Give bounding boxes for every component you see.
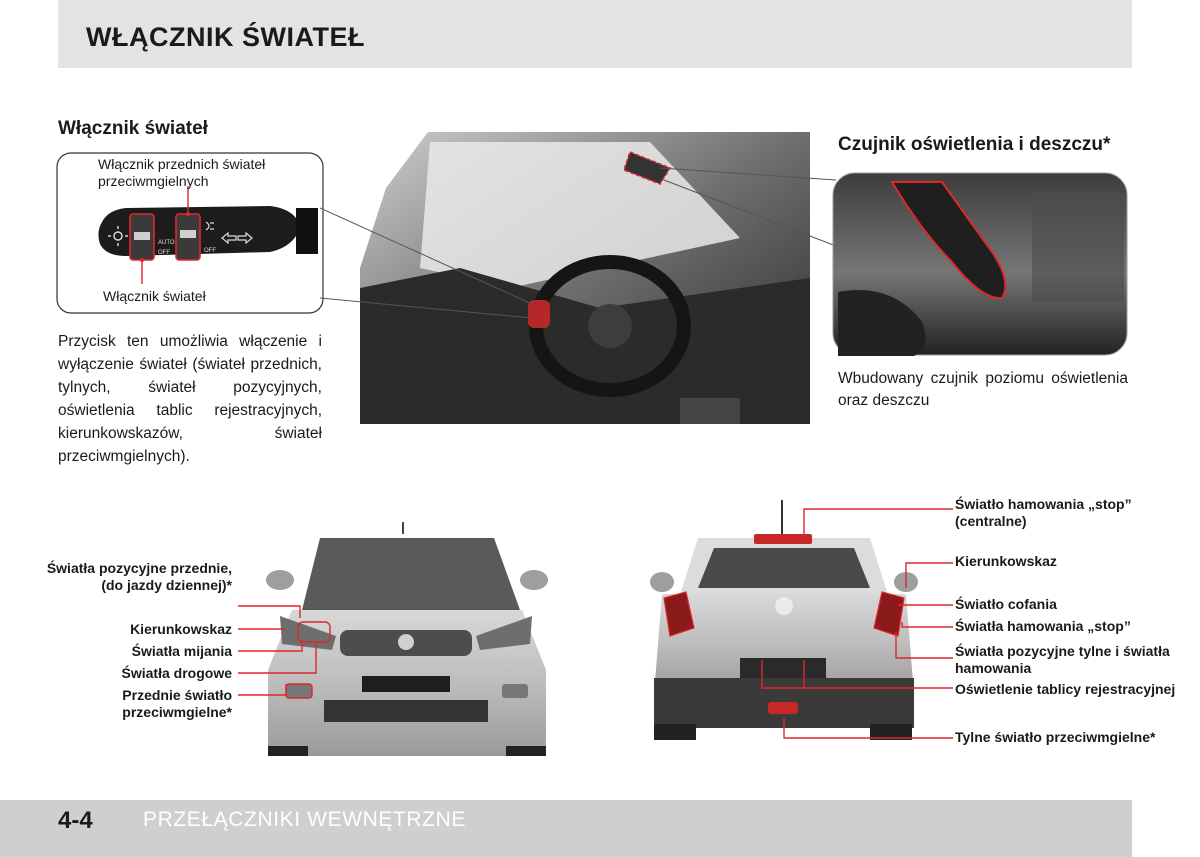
- switch-description: Przycisk ten umożliwia włączenie i wyłączenie świateł (świateł przednich, tylnych, świateł pozycyjnych, oświetlenia tablic rejestracyjnych, kierunkowskazów, świateł przeciwmgielnych).: [58, 333, 322, 465]
- sensor-section-title: Czujnik oświetlenia i deszczu*: [838, 134, 1111, 155]
- chapter-title: PRZEŁĄCZNIKI WEWNĘTRZNE: [143, 808, 466, 831]
- lever-label-off-fog: OFF: [204, 248, 216, 254]
- sensor-caption: Wbudowany czujnik poziomu oświetlenia oraz deszczu: [838, 370, 1128, 409]
- label-rear-fog-light: Tylne światło przeciwmgielne*: [955, 729, 1156, 745]
- label-plate-light: Oświetlenie tablicy rejestracyjnej: [955, 681, 1176, 697]
- label-low-beam: Światła mijania: [131, 643, 232, 659]
- label-front-position-lights: Światła pozycyjne przednie, (do jazdy dziennej)*: [46, 560, 232, 593]
- light-switch-callout: Włącznik świateł: [103, 288, 206, 304]
- label-rear-turn-signal: Kierunkowskaz: [955, 553, 1057, 569]
- label-reverse-light: Światło cofania: [955, 596, 1057, 612]
- page-number: 4-4: [58, 807, 93, 834]
- label-front-fog-light: Przednie światło przeciwmgielne*: [122, 687, 232, 720]
- interior-photo: [320, 128, 840, 428]
- label-center-brake-light: Światło hamowania „stop” (centralne): [955, 496, 1132, 529]
- rain-sensor-photo: [832, 172, 1128, 356]
- switch-section-title: Włącznik świateł: [58, 118, 208, 139]
- label-rear-position-lights: Światła pozycyjne tylne i światła hamowania: [955, 643, 1170, 676]
- page-title: WŁĄCZNIK ŚWIATEŁ: [86, 22, 365, 52]
- label-high-beam: Światła drogowe: [121, 665, 232, 681]
- label-brake-lights: Światła hamowania „stop”: [955, 618, 1131, 634]
- label-front-turn-signal: Kierunkowskaz: [130, 621, 232, 637]
- lever-label-off: OFF: [158, 250, 170, 256]
- front-leader-lines: [236, 590, 336, 700]
- rear-leader-lines: [750, 500, 955, 750]
- lever-label-auto: AUTO: [158, 240, 175, 246]
- fog-switch-callout: Włącznik przednich świateł przeciwmgielnych: [98, 156, 266, 189]
